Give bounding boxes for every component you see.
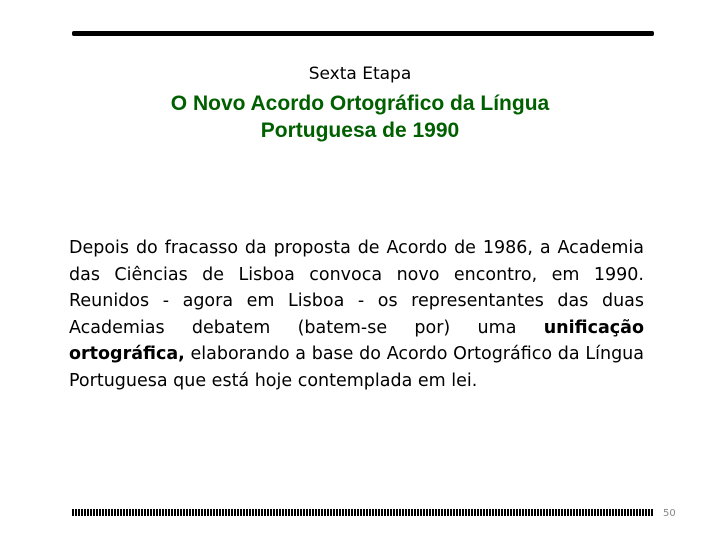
body-text-conclusion: elaborando a base do Acordo Ortográfico da Língua Portuguesa que está hoje contemplada em lei.	[69, 344, 644, 391]
bottom-divider-line	[72, 509, 654, 516]
body-text-emphasis: unificação ortográfica,	[69, 317, 644, 364]
slide-title-line-2: Portuguesa de 1990	[260, 119, 460, 142]
slide-body-paragraph	[69, 235, 644, 394]
page-number: 50	[663, 508, 676, 519]
slide-title-line-1: O Novo Acordo Ortográfico da Língua	[170, 92, 550, 115]
slide-subtitle: Sexta Etapa	[308, 64, 412, 84]
slide-title	[100, 90, 620, 144]
body-text-intro: Depois do fracasso da proposta de Acordo de 1986, a Academia das Ciências de Lisboa convoca novo encontro, em 1990. Reunidos - agora em Lisboa - os representantes das duas Academias debatem (batem-se por) uma	[69, 238, 644, 338]
top-divider-line	[72, 31, 654, 36]
